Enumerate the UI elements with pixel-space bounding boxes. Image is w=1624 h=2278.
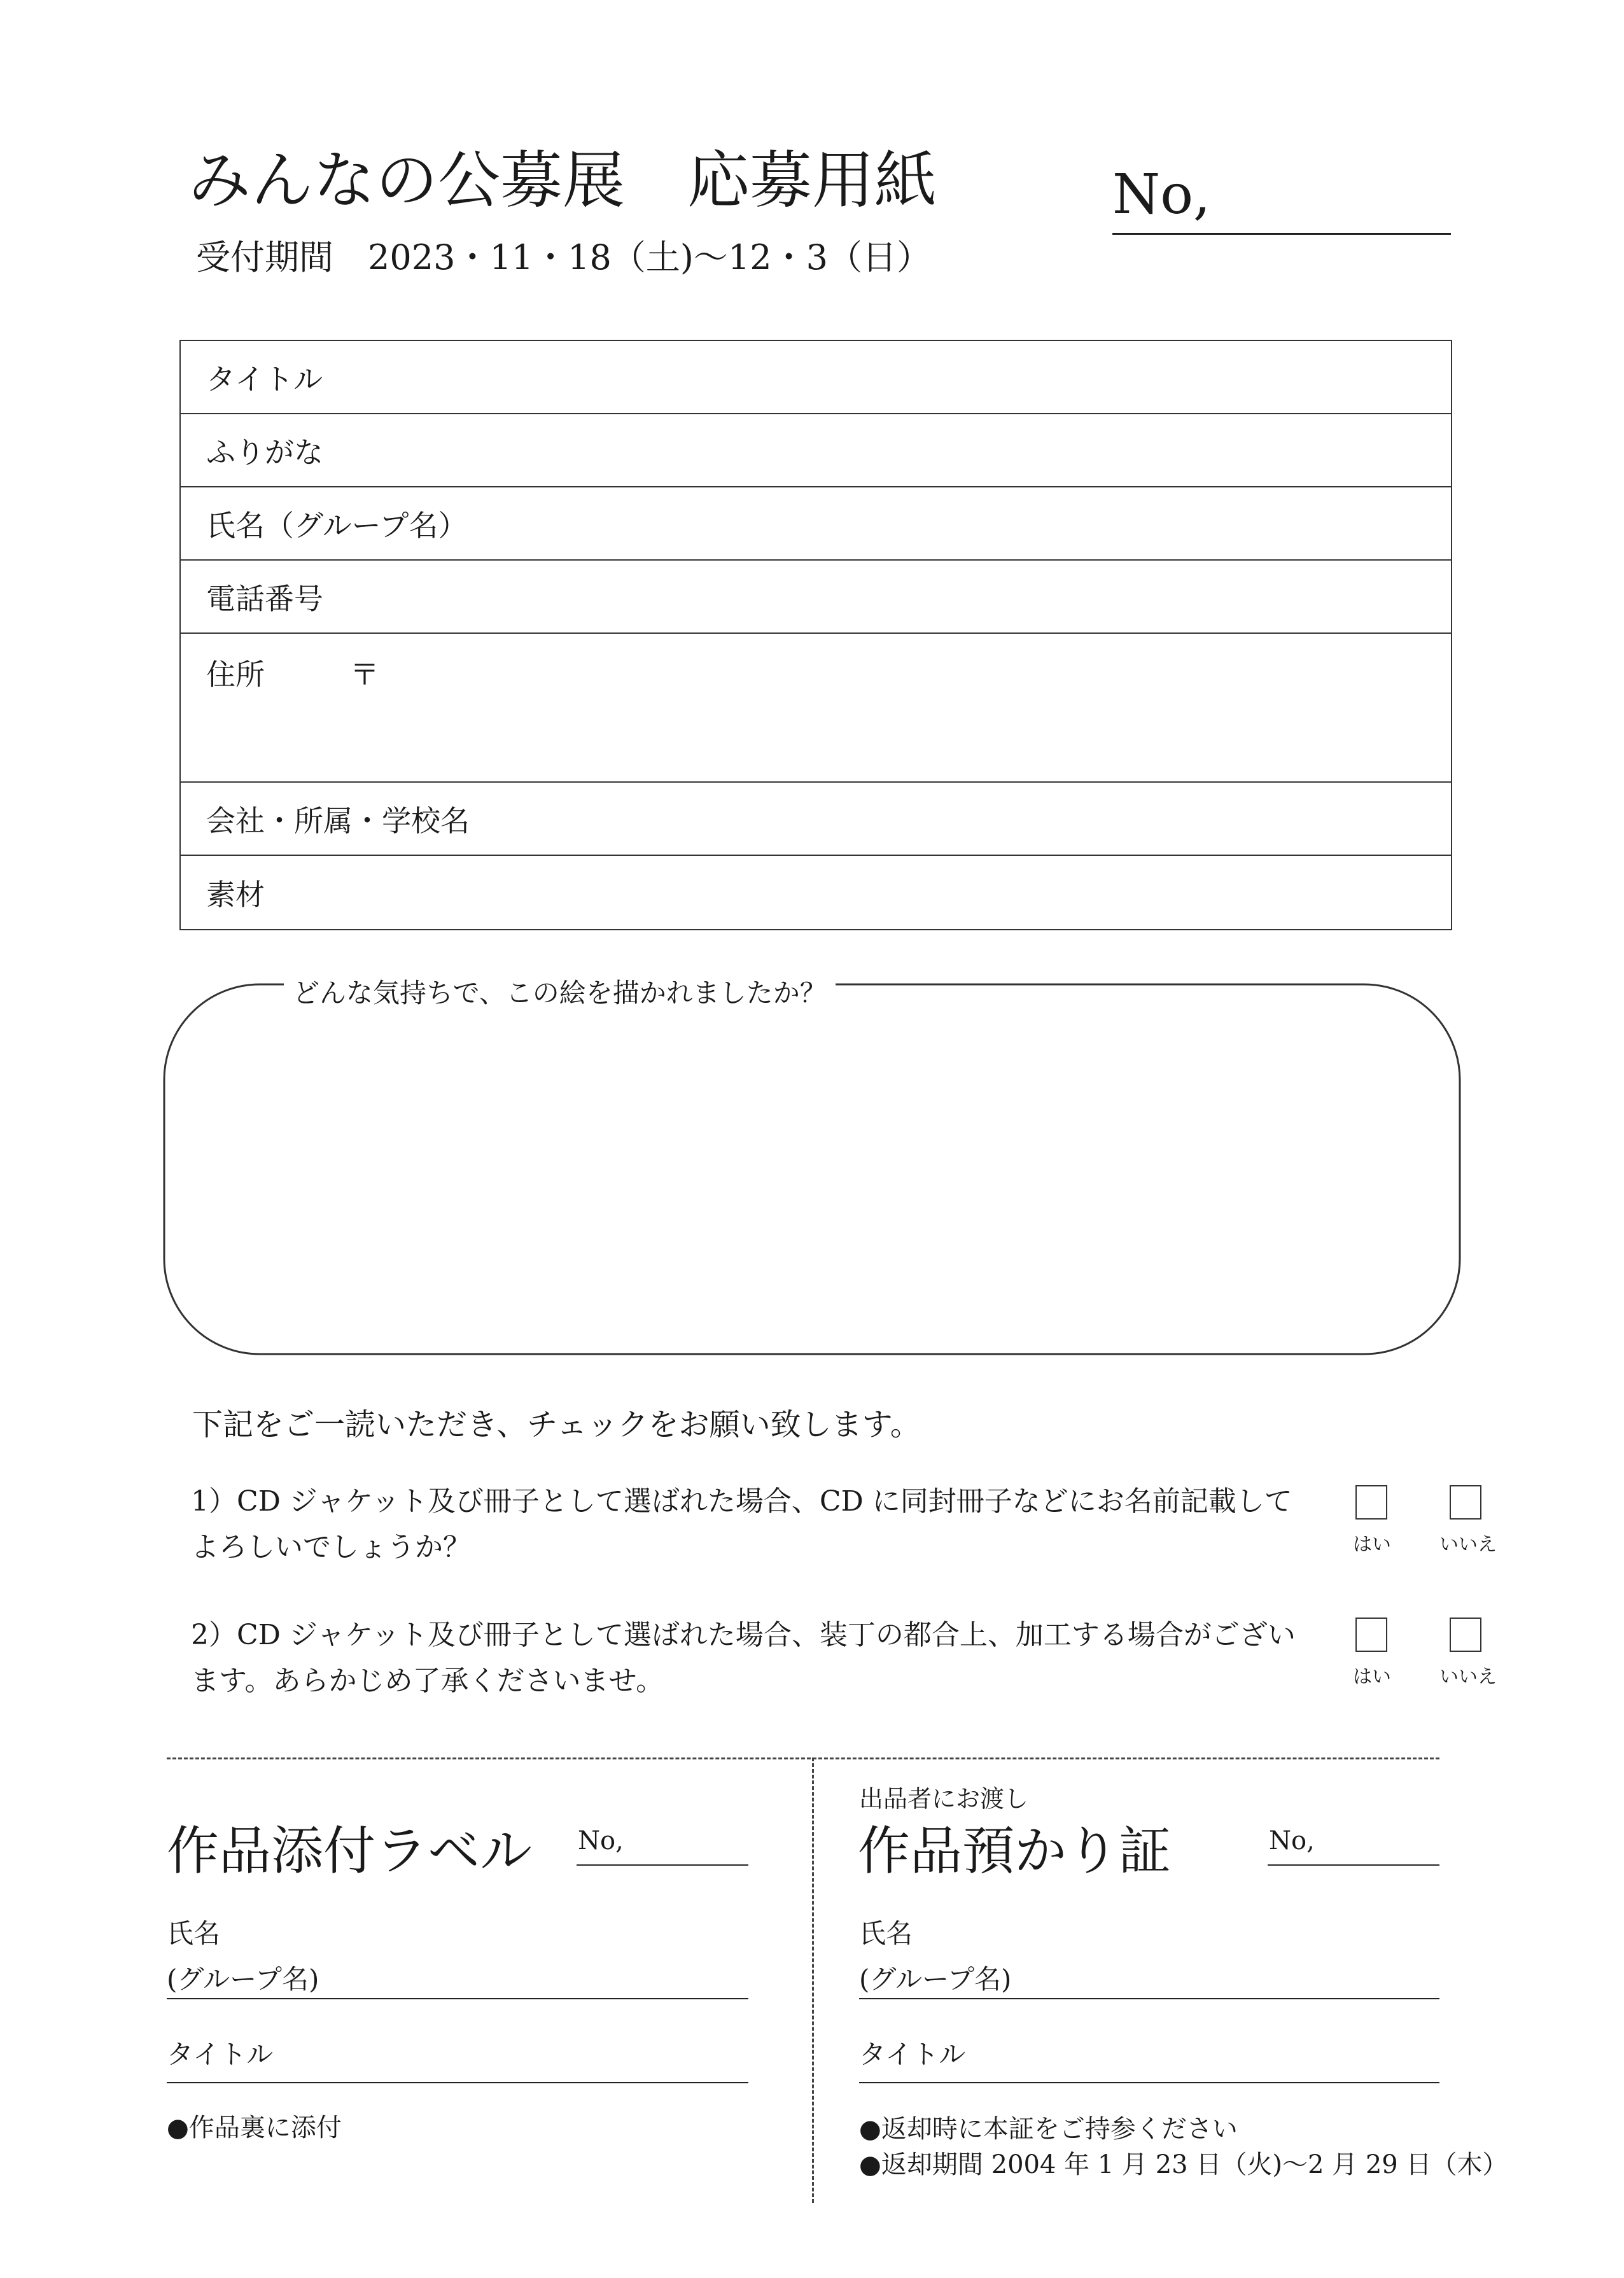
receipt-title-label: タイトル [859,2039,966,2070]
label-no-label: No, [578,1826,624,1855]
q2-yes-label: はい [1353,1666,1391,1688]
q2-no-label: いいえ [1439,1666,1497,1688]
entry-form-table [179,340,1452,930]
label-no-field[interactable] [577,1864,748,1866]
form-label-name: 氏名（グループ名） [206,508,468,543]
receipt-section-title: 作品預かり証 [858,1821,1172,1882]
entry-number-field[interactable] [1112,233,1451,235]
label-group-label: (グループ名) [167,1964,319,1995]
question-1-line1: 1）CD ジャケット及び冊子として選ばれた場合、CD に同封冊子などにお名前記載して [191,1485,1292,1518]
label-name-field[interactable] [167,1998,748,1999]
form-row-name[interactable] [181,487,1451,561]
label-note: ●作品裏に添付 [167,2113,342,2142]
form-label-material: 素材 [206,877,265,912]
feeling-textarea[interactable] [163,983,1461,1355]
receipt-note-2: ●返却期間 2004 年 1 月 23 日（火)〜2 月 29 日（木） [859,2150,1508,2179]
receipt-name-field[interactable] [859,1998,1439,1999]
form-label-affiliation: 会社・所属・学校名 [206,803,470,838]
form-row-phone[interactable] [181,561,1451,634]
check-intro: 下記をご一読いただき、チェックをお願い致します。 [192,1407,921,1443]
label-section-title: 作品添付ラベル [167,1821,533,1882]
form-row-title[interactable] [181,341,1451,414]
form-row-address[interactable] [181,634,1451,783]
receipt-no-label: No, [1269,1826,1315,1855]
form-row-furigana[interactable] [181,414,1451,487]
page-title: みんなの公募展 応募用紙 [188,144,937,217]
q1-no-checkbox[interactable] [1450,1485,1481,1520]
receipt-title-field[interactable] [859,2082,1439,2083]
form-label-address: 住所 [206,657,265,692]
form-row-material[interactable] [181,856,1451,929]
q1-yes-label: はい [1353,1534,1391,1556]
feeling-caption: どんな気持ちで、この絵を描かれましたか？ [284,972,836,1010]
question-2 [191,1612,1296,1704]
q2-no-checkbox[interactable] [1450,1618,1481,1652]
entry-number-label: No, [1112,163,1211,227]
form-label-title: タイトル [206,361,323,396]
question-2-line1: 2）CD ジャケット及び冊子として選ばれた場合、装丁の都合上、加工する場合がござい [191,1619,1296,1651]
receipt-note-1: ●返却時に本証をご持参ください [859,2114,1238,2144]
reception-period: 受付期間 2023・11・18（土)〜12・3（日） [196,237,931,277]
q2-yes-checkbox[interactable] [1355,1618,1387,1652]
postal-mark: 〒 [350,657,379,692]
question-1 [191,1479,1292,1570]
form-row-affiliation[interactable] [181,783,1451,856]
receipt-name-label: 氏名 [859,1918,913,1949]
cut-line-horizontal [167,1757,1439,1759]
label-name-label: 氏名 [167,1918,221,1949]
label-title-label: タイトル [167,2039,274,2070]
cut-line-vertical [812,1757,814,2203]
question-1-line2: よろしいでしょうか？ [191,1531,471,1563]
q1-yes-checkbox[interactable] [1355,1485,1387,1520]
form-label-furigana: ふりがな [206,435,323,470]
form-label-phone: 電話番号 [206,581,323,616]
receipt-group-label: (グループ名) [859,1964,1012,1995]
receipt-caption: 出品者にお渡し [859,1785,1029,1813]
q1-no-label: いいえ [1439,1534,1497,1556]
label-title-field[interactable] [167,2082,748,2083]
question-2-line2: ます。あらかじめ了承くださいませ。 [191,1665,664,1697]
receipt-no-field[interactable] [1268,1864,1439,1866]
